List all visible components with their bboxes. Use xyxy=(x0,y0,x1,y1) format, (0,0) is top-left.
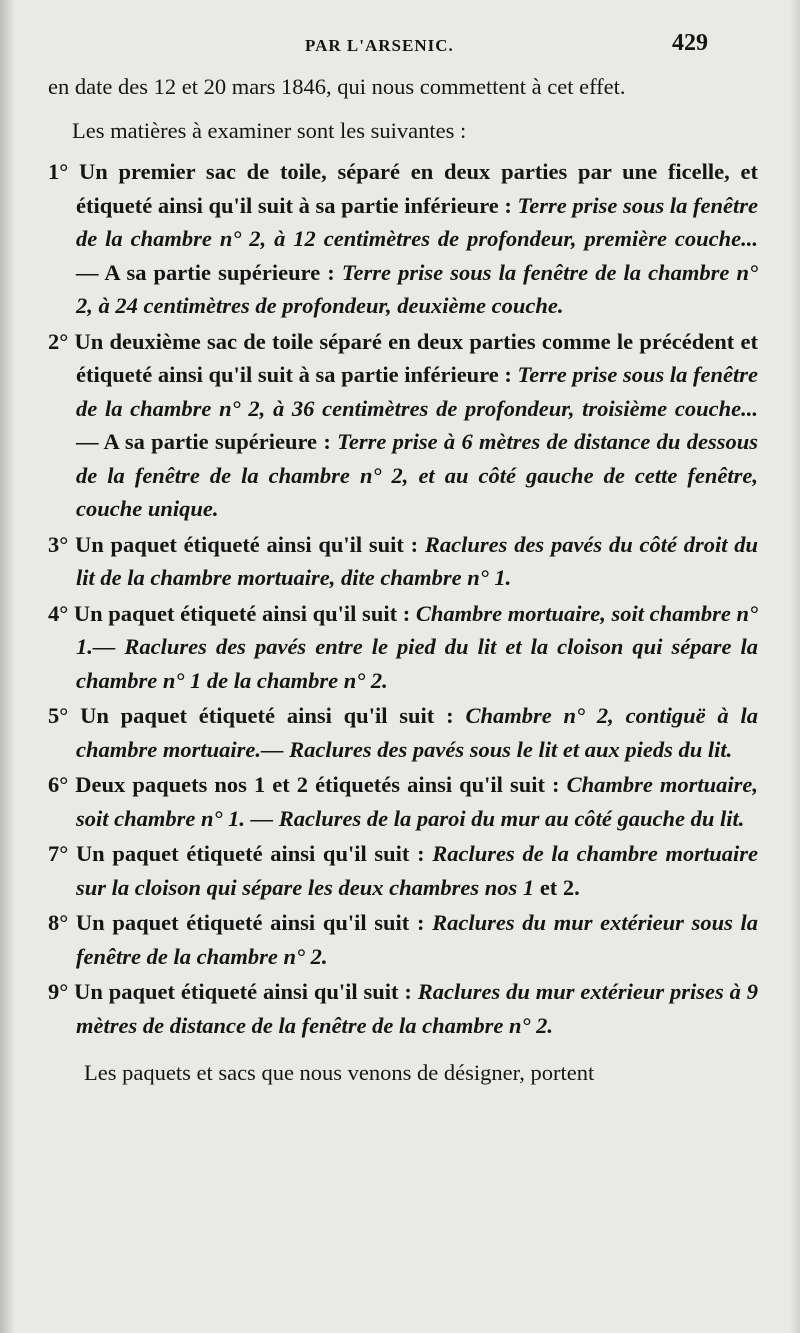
item-text: Un deuxième sac de toile séparé en deux parties comme le précédent et étiqueté ainsi qu'il suit à sa partie inférieure : xyxy=(74,328,759,387)
page-header xyxy=(0,30,800,64)
list-item xyxy=(48,325,758,526)
item-tail: et 2. xyxy=(539,874,580,900)
item-number: 9° xyxy=(48,979,69,1004)
item-text: Un premier sac de toile, séparé en deux parties par une ficelle, et étiqueté ainsi qu'il suit à sa partie inférieure : xyxy=(76,159,759,218)
running-title: PAR L'ARSENIC. xyxy=(305,36,454,55)
list-item xyxy=(48,155,758,323)
item-label-italic-2: Terre prise à 6 mètres de distance du dessous de la fenêtre de la chambre n° 2, et au côté gauche de cette fenêtre, couche unique. xyxy=(76,429,758,521)
list-item xyxy=(48,699,758,766)
item-label-italic: Chambre mortuaire, soit chambre n° 1. — Raclures de la paroi du mur au côté gauche du lit. xyxy=(76,772,759,831)
item-label-italic: Raclures du mur extérieur sous la fenêtre de la chambre n° 2. xyxy=(76,910,759,969)
item-text: Un paquet étiqueté ainsi qu'il suit : xyxy=(74,979,412,1004)
item-label-italic: Raclures de la chambre mortuaire sur la cloison qui sépare les deux chambres nos 1 xyxy=(76,841,759,900)
item-label-italic: Raclures du mur extérieur prises à 9 mètres de distance de la fenêtre de la chambre n° 2. xyxy=(76,979,758,1038)
intro-paragraph: en date des 12 et 20 mars 1846, qui nous commettent à cet effet. xyxy=(48,74,626,99)
page-body xyxy=(48,70,758,1090)
list-item xyxy=(48,597,758,698)
item-label-italic: Chambre mortuaire, soit chambre n° 1.— Raclures des pavés entre le pied du lit et la cloison qui sépare la chambre n° 1 de la chambre n° 2. xyxy=(76,600,758,693)
list-item xyxy=(48,837,758,904)
item-text: Un paquet étiqueté ainsi qu'il suit : xyxy=(73,600,411,626)
page-edge-left xyxy=(0,0,14,1333)
list-item xyxy=(48,528,758,595)
item-number: 5° xyxy=(48,703,69,728)
item-number: 1° xyxy=(48,159,69,184)
item-text: Un paquet étiqueté ainsi qu'il suit : xyxy=(75,531,419,557)
item-list xyxy=(48,155,758,1042)
lead-paragraph: Les matières à examiner sont les suivantes : xyxy=(72,117,467,143)
item-text-middle: — A sa partie supérieure : xyxy=(76,259,335,285)
item-text: Deux paquets nos 1 et 2 étiquetés ainsi qu'il suit : xyxy=(75,772,560,797)
item-label-italic: Raclures des pavés du côté droit du lit de la chambre mortuaire, dite chambre n° 1. xyxy=(76,531,758,590)
item-text: Un paquet étiqueté ainsi qu'il suit : xyxy=(75,841,425,866)
item-number: 6° xyxy=(48,772,69,797)
item-text: Un paquet étiqueté ainsi qu'il suit : xyxy=(75,910,425,935)
item-number: 7° xyxy=(48,841,69,866)
item-label-italic: Terre prise sous la fenêtre de la chambre n° 2, à 12 centimètres de profondeur, première couche... xyxy=(76,192,758,251)
item-text: Un paquet étiqueté ainsi qu'il suit : xyxy=(80,703,454,728)
item-number: 2° xyxy=(48,328,69,354)
page-edge-right xyxy=(790,0,800,1333)
item-number: 3° xyxy=(48,531,69,557)
item-label-italic-2: Terre prise sous la fenêtre de la chambre n° 2, à 24 centimètres de profondeur, deuxième couche. xyxy=(76,259,758,318)
item-label-italic: Terre prise sous la fenêtre de la chambre n° 2, à 36 centimètres de profondeur, troisième couche... xyxy=(76,362,758,421)
item-number: 8° xyxy=(48,910,69,935)
item-label-italic: Chambre n° 2, contiguë à la chambre mortuaire.— Raclures des pavés sous le lit et aux pieds du lit. xyxy=(76,703,758,762)
list-item xyxy=(48,768,758,835)
closing-paragraph: Les paquets et sacs que nous venons de désigner, portent xyxy=(84,1060,595,1085)
list-item xyxy=(48,975,758,1042)
item-number: 4° xyxy=(48,600,69,626)
list-item xyxy=(48,906,758,973)
item-text-middle: — A sa partie supérieure : xyxy=(76,429,331,454)
page-number: 429 xyxy=(672,30,708,56)
